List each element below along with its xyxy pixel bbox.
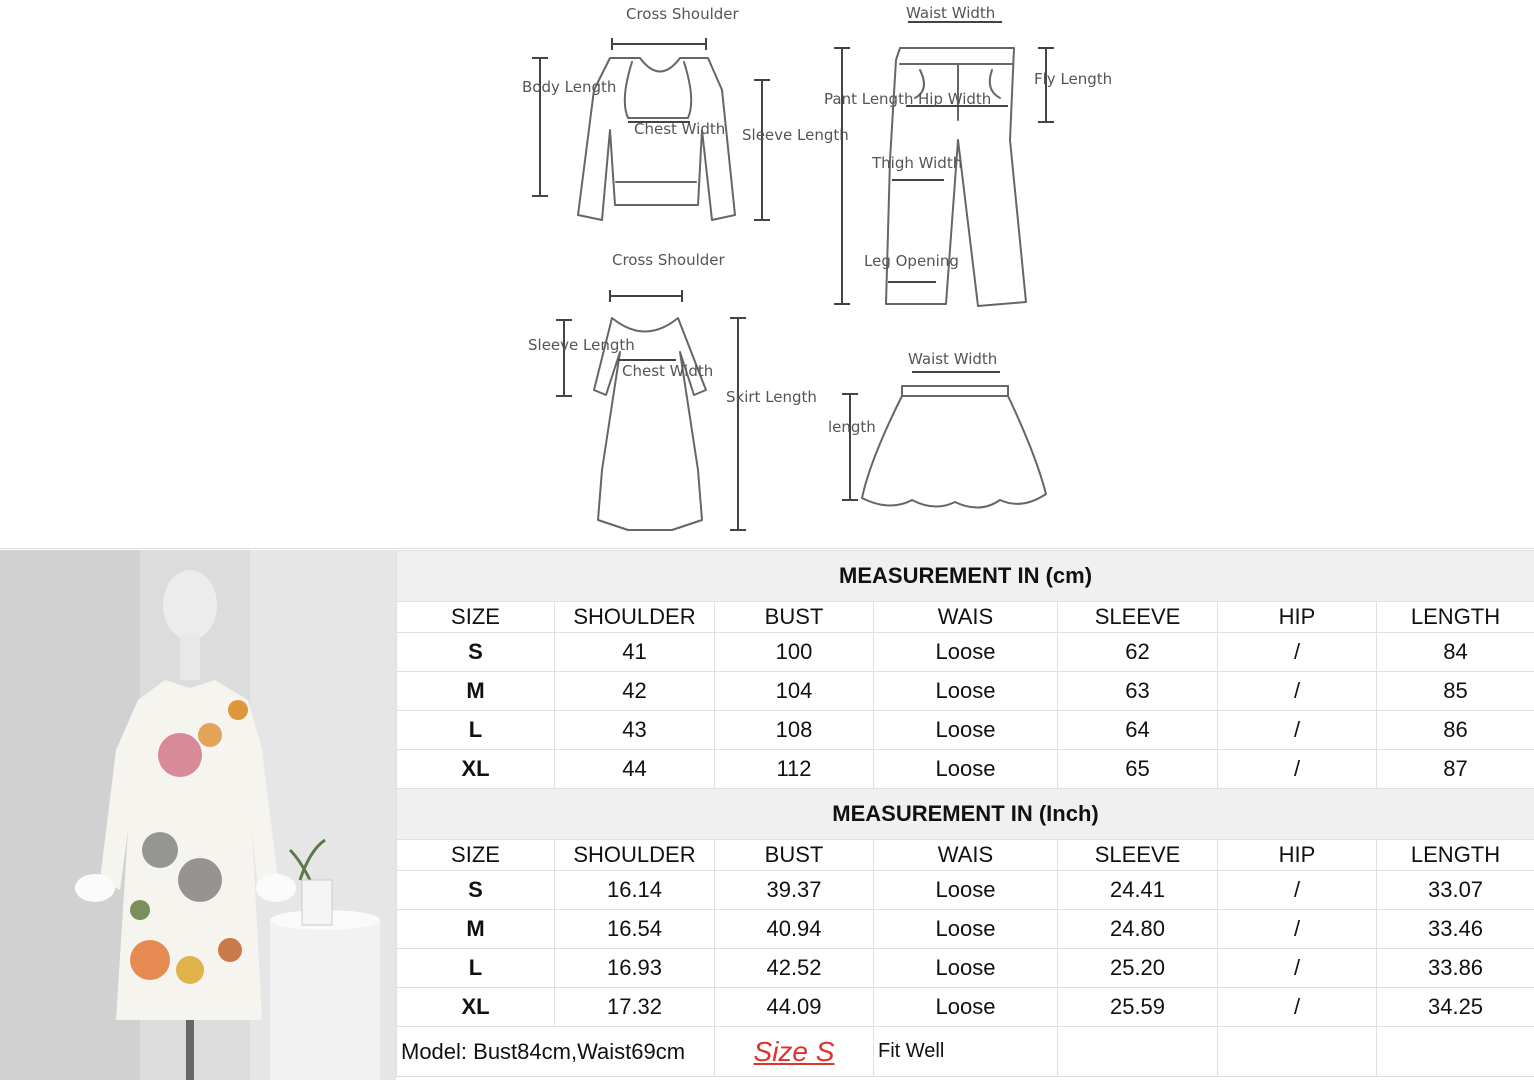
skirt-length-label: length — [828, 418, 876, 436]
table-cell: / — [1218, 949, 1377, 988]
table-cell: / — [1218, 750, 1377, 789]
leg-opening-label: Leg Opening — [864, 252, 959, 270]
table-cell: 33.07 — [1377, 871, 1534, 910]
table-cell: 41 — [555, 633, 715, 672]
dress-skirt-length-label: Skirt Length — [726, 388, 817, 406]
column-header: SLEEVE — [1058, 840, 1218, 871]
table-row — [397, 949, 1534, 988]
column-header: LENGTH — [1377, 602, 1534, 633]
skirt-waist-width-label: Waist Width — [908, 350, 998, 368]
size-cell: XL — [397, 988, 555, 1027]
thigh-width-label: Thigh Width — [872, 154, 963, 172]
table-cell: 86 — [1377, 711, 1534, 750]
table-cell: Loose — [874, 633, 1058, 672]
table-cell: Loose — [874, 949, 1058, 988]
table-cell: / — [1218, 711, 1377, 750]
dress-chest-width-label: Chest Width — [622, 362, 714, 380]
size-cell: S — [397, 633, 555, 672]
table-row — [397, 633, 1534, 672]
hip-width-label: Hip Width — [918, 90, 992, 108]
table-cell: 112 — [715, 750, 874, 789]
table-cell: 33.86 — [1377, 949, 1534, 988]
table-cell: 104 — [715, 672, 874, 711]
table-cell: / — [1218, 672, 1377, 711]
table-row — [397, 711, 1534, 750]
table-cell: 43 — [555, 711, 715, 750]
table-cell: 34.25 — [1377, 988, 1534, 1027]
column-header: SHOULDER — [555, 840, 715, 871]
table-cell: 65 — [1058, 750, 1218, 789]
top-chest-width-label: Chest Width — [634, 120, 726, 138]
column-header: BUST — [715, 840, 874, 871]
table-cell: 84 — [1377, 633, 1534, 672]
table-cell: 39.37 — [715, 871, 874, 910]
table-cell: Loose — [874, 711, 1058, 750]
table-cell: 44 — [555, 750, 715, 789]
column-header: SHOULDER — [555, 602, 715, 633]
column-header: BUST — [715, 602, 874, 633]
dress-sleeve-length-label: Sleeve Length — [528, 336, 635, 354]
table-cell: 62 — [1058, 633, 1218, 672]
model-size: Size S — [715, 1027, 874, 1077]
empty-cell — [1218, 1027, 1377, 1077]
inch-table-title: MEASUREMENT IN (Inch) — [397, 789, 1534, 840]
table-row — [397, 988, 1534, 1027]
table-cell: Loose — [874, 672, 1058, 711]
pant-length-label: Pant Length — [824, 90, 914, 108]
cm-table-title: MEASUREMENT IN (cm) — [397, 551, 1534, 602]
table-cell: 25.20 — [1058, 949, 1218, 988]
size-cell: M — [397, 910, 555, 949]
table-cell: / — [1218, 910, 1377, 949]
table-cell: 16.14 — [555, 871, 715, 910]
column-header: SLEEVE — [1058, 602, 1218, 633]
table-cell: 16.93 — [555, 949, 715, 988]
table-cell: Loose — [874, 910, 1058, 949]
empty-cell — [1377, 1027, 1534, 1077]
size-cell: M — [397, 672, 555, 711]
size-cell: L — [397, 711, 555, 750]
dress-diagram — [528, 251, 817, 530]
cm-header-row — [397, 602, 1534, 633]
size-cell: L — [397, 949, 555, 988]
column-header: SIZE — [397, 840, 555, 871]
dress-cross-shoulder-label: Cross Shoulder — [612, 251, 725, 269]
table-cell: 44.09 — [715, 988, 874, 1027]
table-cell: Loose — [874, 988, 1058, 1027]
table-cell: 16.54 — [555, 910, 715, 949]
table-cell: 24.41 — [1058, 871, 1218, 910]
table-cell: 33.46 — [1377, 910, 1534, 949]
model-info-row — [397, 1027, 1534, 1077]
table-row — [397, 871, 1534, 910]
column-header: WAIS — [874, 602, 1058, 633]
size-cell: XL — [397, 750, 555, 789]
table-cell: 17.32 — [555, 988, 715, 1027]
table-cell: 42.52 — [715, 949, 874, 988]
top-sleeve-length-label: Sleeve Length — [742, 126, 849, 144]
column-header: HIP — [1218, 840, 1377, 871]
table-row — [397, 672, 1534, 711]
skirt-diagram — [828, 350, 1046, 508]
fly-length-label: Fly Length — [1034, 70, 1113, 88]
inch-header-row — [397, 840, 1534, 871]
column-header: HIP — [1218, 602, 1377, 633]
table-cell: 40.94 — [715, 910, 874, 949]
size-cell: S — [397, 871, 555, 910]
table-cell: 64 — [1058, 711, 1218, 750]
pants-diagram — [824, 4, 1112, 306]
top-cross-shoulder-label: Cross Shoulder — [626, 5, 739, 23]
top-body-length-label: Body Length — [522, 78, 617, 96]
measurement-table — [396, 550, 1534, 1080]
pants-waist-width-label: Waist Width — [906, 4, 996, 22]
top-diagram — [522, 5, 849, 220]
empty-cell — [1058, 1027, 1218, 1077]
table-cell: 24.80 — [1058, 910, 1218, 949]
table-cell: 25.59 — [1058, 988, 1218, 1027]
column-header: SIZE — [397, 602, 555, 633]
table-cell: / — [1218, 988, 1377, 1027]
table-cell: / — [1218, 871, 1377, 910]
model-fit: Fit Well — [874, 1027, 1058, 1077]
table-cell: 63 — [1058, 672, 1218, 711]
table-row — [397, 910, 1534, 949]
table-cell: Loose — [874, 750, 1058, 789]
table-cell: 85 — [1377, 672, 1534, 711]
table-cell: 100 — [715, 633, 874, 672]
table-cell: 108 — [715, 711, 874, 750]
column-header: LENGTH — [1377, 840, 1534, 871]
column-header: WAIS — [874, 840, 1058, 871]
table-cell: 42 — [555, 672, 715, 711]
model-info: Model: Bust84cm,Waist69cm — [397, 1027, 715, 1077]
table-cell: 87 — [1377, 750, 1534, 789]
table-cell: / — [1218, 633, 1377, 672]
table-row — [397, 750, 1534, 789]
table-cell: Loose — [874, 871, 1058, 910]
product-photo — [0, 550, 396, 1080]
